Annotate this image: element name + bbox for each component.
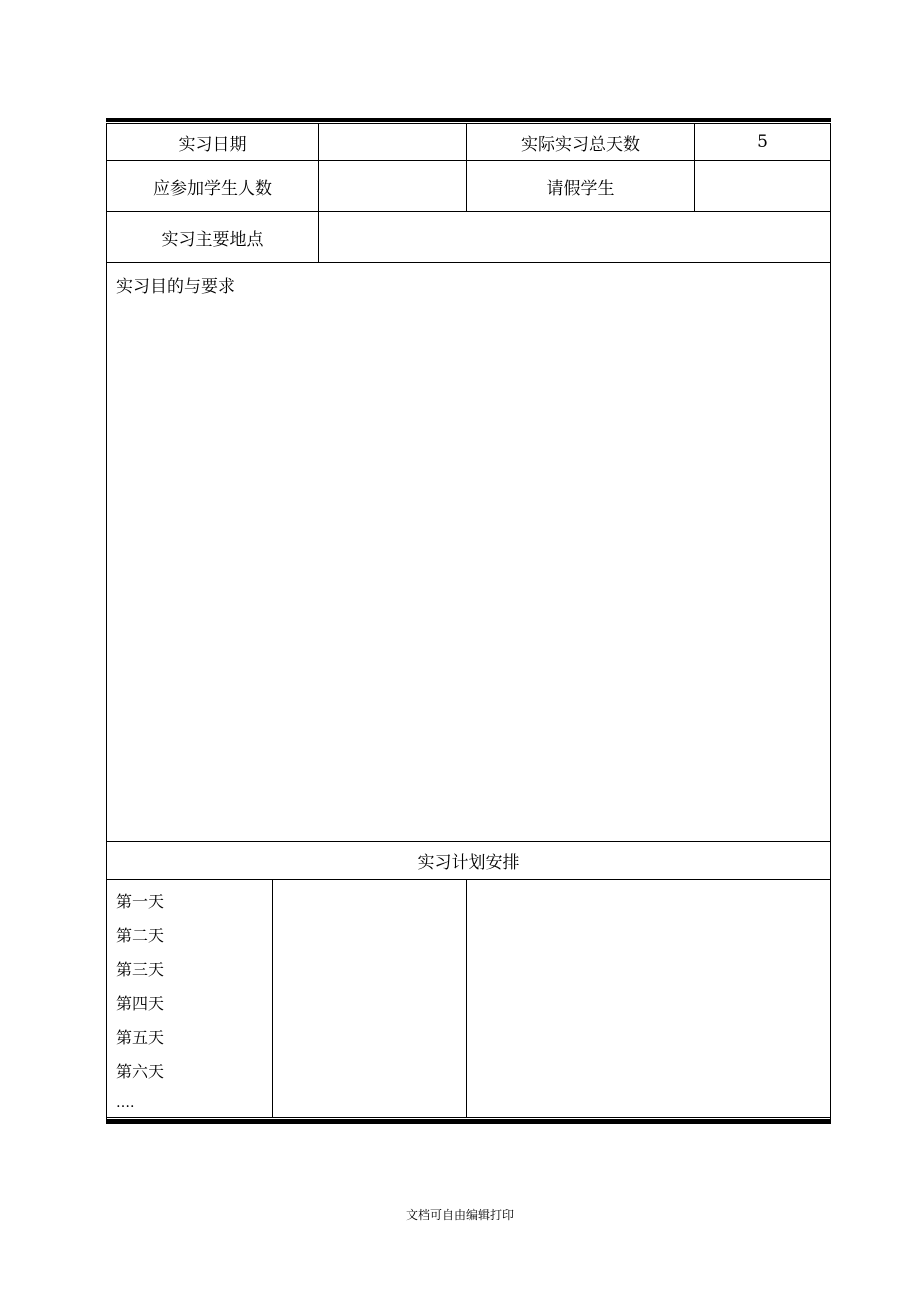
date-label: 实习日期: [178, 134, 247, 155]
plan-day-item: 第一天: [116, 892, 165, 911]
plan-day-item: 第三天: [116, 960, 165, 979]
footer-text: 文档可自由编辑打印: [405, 1208, 514, 1222]
row-divider: [106, 262, 831, 263]
plan-day-item: 第二天: [116, 926, 165, 945]
location-label: 实习主要地点: [161, 229, 264, 250]
total-days-field[interactable]: 5: [757, 132, 768, 152]
plan-day-item: 第五天: [116, 1028, 165, 1047]
date-field[interactable]: [319, 124, 466, 160]
leave-students-label: 请假学生: [546, 178, 615, 199]
total-days-label: 实际实习总天数: [521, 134, 640, 155]
purpose-content-area[interactable]: [107, 300, 830, 840]
plan-day-item: 第四天: [116, 994, 165, 1013]
students-count-field[interactable]: [319, 161, 466, 211]
table-top-rule: [106, 118, 831, 122]
location-field[interactable]: [319, 212, 830, 262]
plan-day-ellipsis: ….: [116, 1095, 135, 1111]
plan-day-item: 第六天: [116, 1062, 165, 1081]
table-right-border: [830, 123, 831, 1119]
purpose-label: 实习目的与要求: [116, 277, 235, 297]
leave-students-field[interactable]: [695, 161, 830, 211]
table-bottom-rule-thin: [106, 1117, 831, 1118]
students-count-label: 应参加学生人数: [153, 178, 272, 199]
table-bottom-rule: [106, 1119, 831, 1124]
plan-title: 实习计划安排: [417, 853, 520, 873]
plan-detail-cell[interactable]: [273, 880, 466, 1117]
plan-notes-cell[interactable]: [467, 880, 830, 1117]
